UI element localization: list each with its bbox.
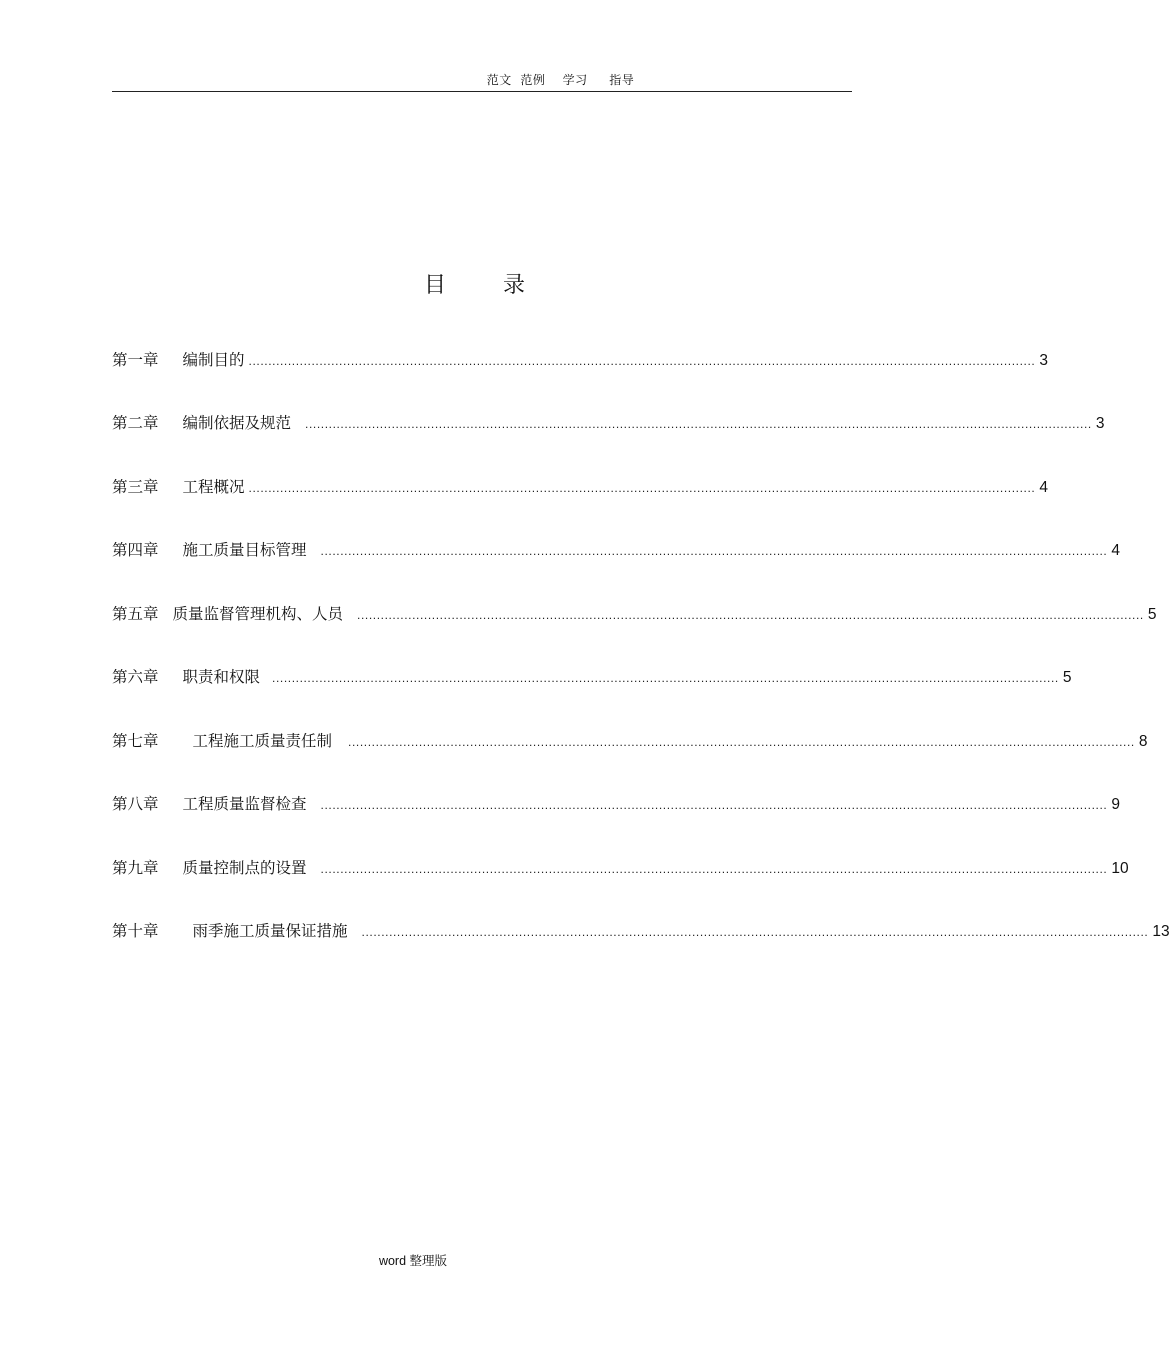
toc-chapter-title: 施工质量目标管理 (182, 542, 307, 559)
toc-entry[interactable] (112, 919, 1170, 943)
toc-page-number: 3 (1039, 352, 1048, 369)
toc-leader-dots: ........................................................................................................................................................................................................ (320, 544, 1108, 558)
page-header-text: 范文 范例 学习 指导 (486, 73, 635, 87)
toc-chapter: 第二章 (112, 415, 159, 432)
toc-entry[interactable] (112, 856, 1129, 880)
toc-page-number: 4 (1111, 542, 1120, 559)
toc-page-number: 5 (1062, 669, 1072, 686)
toc-page-number: 3 (1095, 415, 1105, 432)
toc-leader-dots: ........................................................................................................................................................................................................ (348, 735, 1135, 749)
toc-chapter: 第五章 (112, 606, 159, 623)
toc-title-char-2: 录 (503, 273, 527, 298)
toc-page-number: 4 (1039, 479, 1048, 496)
toc-page-number: 9 (1111, 796, 1120, 813)
toc-chapter-title: 工程概况 (182, 479, 245, 496)
toc-leader-dots: ........................................................................................................................................................................................................ (248, 481, 1036, 495)
toc-leader-dots: ........................................................................................................................................................................................................ (320, 798, 1108, 812)
toc-chapter-title: 编制目的 (182, 352, 245, 369)
toc-chapter: 第六章 (112, 669, 159, 686)
toc-leader-dots: ........................................................................................................................................................................................................ (361, 925, 1149, 939)
toc-chapter-title: 工程施工质量责任制 (192, 733, 333, 750)
toc-page-number: 5 (1147, 606, 1157, 623)
toc-chapter: 第十章 (112, 923, 159, 940)
toc-chapter: 第一章 (112, 352, 159, 369)
toc-chapter-title: 雨季施工质量保证措施 (192, 923, 348, 940)
toc-leader-dots: ........................................................................................................................................................................................................ (272, 671, 1059, 685)
toc-entry[interactable] (112, 538, 1120, 562)
toc-chapter-title: 编制依据及规范 (182, 415, 292, 432)
page-footer-text: word 整理版 (378, 1254, 448, 1268)
toc-chapter-title: 质量监督管理机构、人员 (172, 606, 344, 623)
toc-chapter: 第四章 (112, 542, 159, 559)
toc-chapter: 第九章 (112, 860, 159, 877)
toc-entry[interactable] (112, 348, 1048, 372)
toc-chapter-title: 职责和权限 (182, 669, 261, 686)
toc-leader-dots: ........................................................................................................................................................................................................ (357, 608, 1144, 622)
toc-page-number: 13 (1152, 923, 1170, 940)
toc-entry[interactable] (112, 602, 1157, 626)
toc-title-char-1: 目 (423, 273, 447, 298)
toc-chapter: 第七章 (112, 733, 159, 750)
toc-page-number: 10 (1111, 860, 1129, 877)
toc-chapter-title: 质量控制点的设置 (182, 860, 307, 877)
toc-page-number: 8 (1138, 733, 1148, 750)
toc-entry[interactable] (112, 665, 1072, 689)
toc-chapter-title: 工程质量监督检查 (182, 796, 307, 813)
toc-entry[interactable] (112, 475, 1048, 499)
toc-entry[interactable] (112, 792, 1120, 816)
toc-leader-dots: ........................................................................................................................................................................................................ (248, 354, 1036, 368)
toc-leader-dots: ........................................................................................................................................................................................................ (305, 417, 1092, 431)
toc-entry[interactable] (112, 411, 1105, 435)
toc-chapter: 第八章 (112, 796, 159, 813)
toc-leader-dots: ........................................................................................................................................................................................................ (320, 862, 1108, 876)
toc-entry[interactable] (112, 729, 1148, 753)
toc-chapter: 第三章 (112, 479, 159, 496)
